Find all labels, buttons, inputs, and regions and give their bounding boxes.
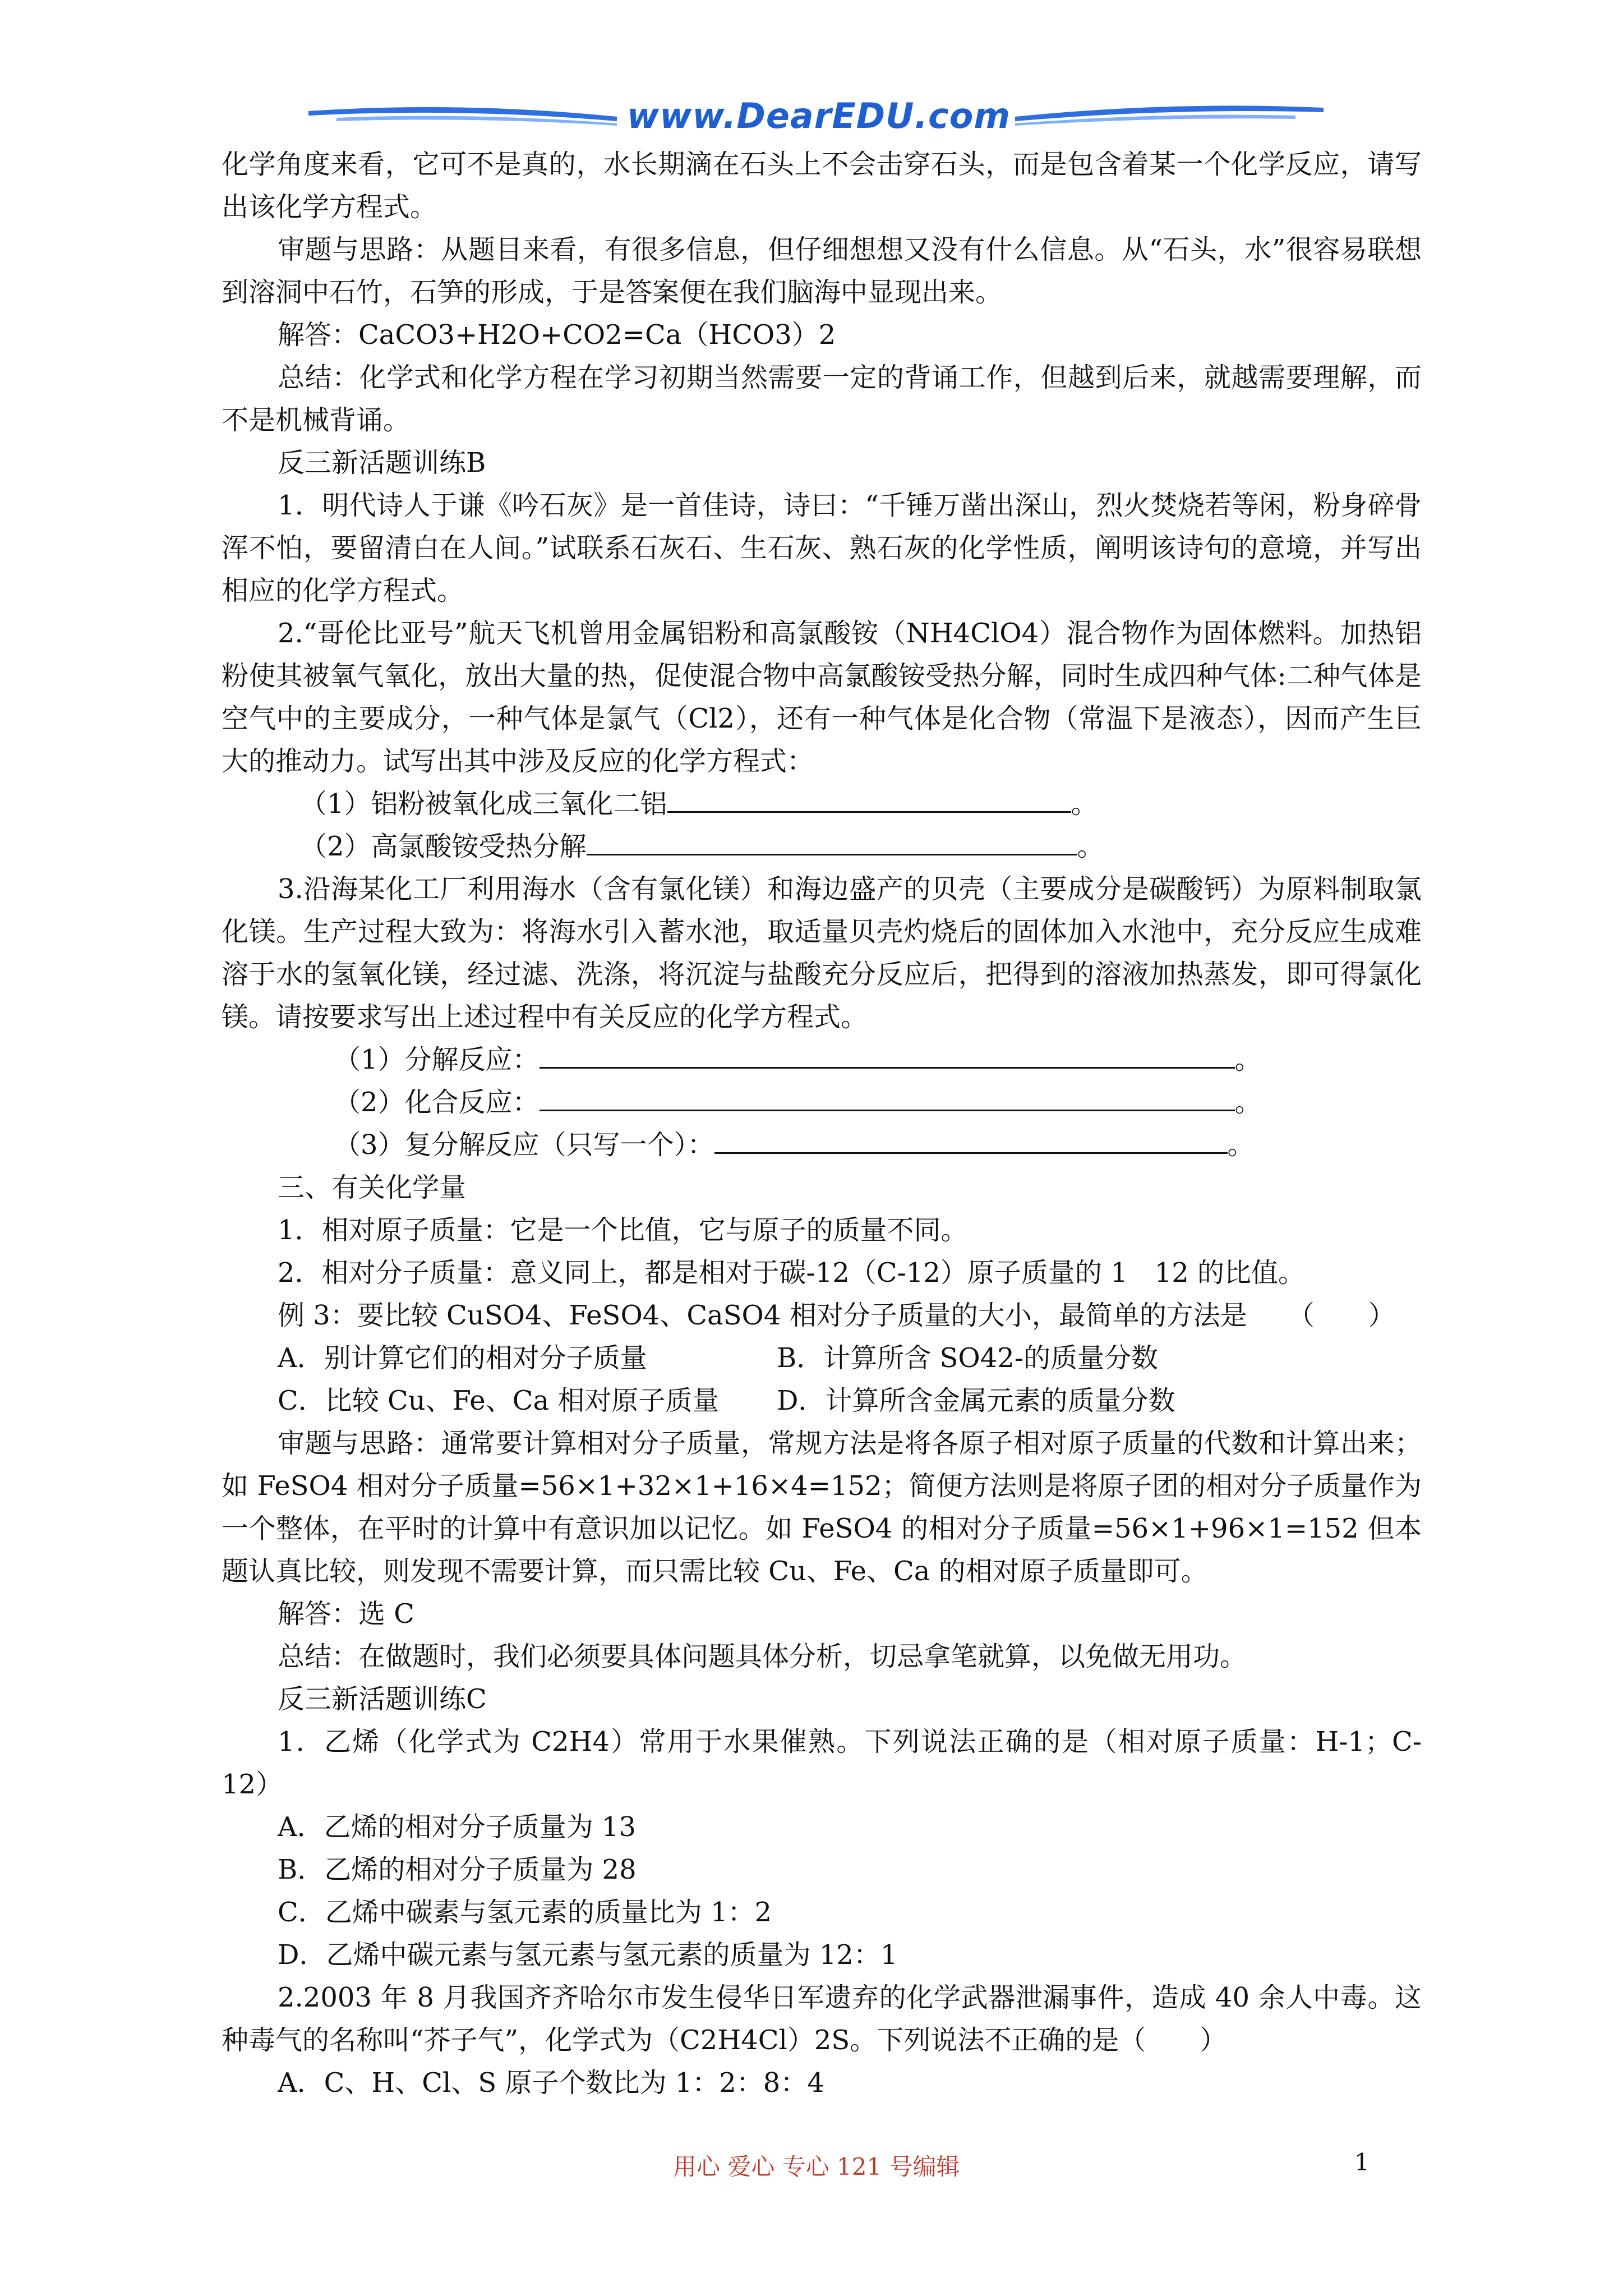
fill-in-label: （1）铝粉被氧化成三氧化二铝 [300, 788, 667, 820]
fill-in-label: （2）化合反应： [334, 1087, 540, 1118]
answer-blank[interactable] [540, 1040, 1235, 1069]
option: B．乙烯的相对分子质量为 28 [278, 1854, 637, 1885]
section-heading: 反三新活题训练B [278, 447, 486, 478]
fill-in-line [222, 1081, 1422, 1124]
paragraph: 总结：化学式和化学方程在学习初期当然需要一定的背诵工作，但越到后来，就越需要理解，而不是机械背诵。 [222, 362, 1422, 436]
option-c: C．比较 Cu、Fe、Ca 相对原子质量 [278, 1385, 720, 1416]
answer-blank[interactable] [667, 784, 1071, 813]
question: 1．明代诗人于谦《吟石灰》是一首佳诗，诗曰：“千锤万凿出深山，烈火焚烧若等闲，粉身碎骨浑不怕，要留清白在人间。”试联系石灰石、生石灰、熟石灰的化学性质，阐明该诗句的意境，并写出相应的化学方程式。 [222, 490, 1422, 606]
answer-line: 解答：CaCO3+H2O+CO2=Ca（HCO3）2 [278, 319, 836, 351]
option: A．C、H、Cl、S 原子个数比为 1：2：8：4 [278, 2067, 824, 2099]
site-header [303, 95, 1329, 146]
fill-in-label: （2）高氯酸铵受热分解 [300, 831, 587, 862]
fill-in-line [222, 1124, 1422, 1166]
paragraph: 总结：在做题时，我们必须要具体问题具体分析，切忌拿笔就算，以免做无用功。 [278, 1641, 1247, 1672]
option-b: B．计算所含 SO42-的质量分数 [777, 1342, 1159, 1374]
question: 3.沿海某化工厂利用海水（含有氯化镁）和海边盛产的贝壳（主要成分是碳酸钙）为原料制取氯化镁。生产过程大致为：将海水引入蓄水池，取适量贝壳灼烧后的固体加入水池中，充分反应生成难溶于水的氢氧化镁，经过滤、洗涤，将沉淀与盐酸充分反应后，把得到的溶液加热蒸发，即可得氯化镁。请按要求写出上述过程中有关反应的化学方程式。 [222, 873, 1422, 1033]
section-heading: 三、有关化学量 [278, 1172, 467, 1203]
option: D．乙烯中碳元素与氢元素与氢元素的质量为 12：1 [278, 1939, 898, 1971]
fill-in-line [222, 783, 1422, 825]
paragraph: 审题与思路：通常要计算相对分子质量，常规方法是将各原子相对原子质量的代数和计算出来；如 FeSO4 相对分子质量=56×1+32×1+16×4=152；简便方法则是将原子团的相对分子质量作为一个整体，在平时的计算中有意识加以记忆。如 FeSO4 的相对分子质量=56×1+96×1=152 但本题认真比较，则发现不需要计算，而只需比较 Cu、Fe、Ca 的相对原子质量即可。 [222, 1428, 1422, 1587]
question: 例 3：要比较 CuSO4、FeSO4、CaSO4 相对分子质量的大小，最简单的方法是 （ ） [278, 1300, 1395, 1331]
options-row [222, 1379, 1422, 1422]
question: 2.“哥伦比亚号”航天飞机曾用金属铝粉和高氯酸铵（NH4ClO4）混合物作为固体燃料。加热铝粉使其被氧气氧化，放出大量的热，促使混合物中高氯酸铵受热分解，同时生成四种气体:二种气体是空气中的主要成分，一种气体是氯气（Cl2），还有一种气体是化合物（常温下是液态），因而产生巨大的推动力。试写出其中涉及反应的化学方程式： [222, 618, 1422, 777]
site-brand-logo[interactable]: www.DearEDU.com [626, 95, 1011, 136]
paragraph: 2．相对分子质量：意义同上，都是相对于碳-12（C-12）原子质量的 1 12 的比值。 [278, 1257, 1305, 1289]
fill-in-end: 。 [1234, 1044, 1262, 1075]
fill-in-end: 。 [1077, 831, 1104, 862]
paragraph: 化学角度来看，它可不是真的，水长期滴在石头上不会击穿石头，而是包含着某一个化学反应，请写出该化学方程式。 [222, 149, 1422, 223]
fill-in-end: 。 [1071, 788, 1098, 820]
answer-line: 解答：选 C [278, 1598, 414, 1630]
answer-blank[interactable] [540, 1083, 1235, 1111]
fill-in-end: 。 [1227, 1129, 1255, 1161]
fill-in-line [222, 825, 1422, 868]
section-heading: 反三新活题训练C [278, 1683, 487, 1715]
option: C．乙烯中碳素与氢元素的质量比为 1：2 [278, 1897, 772, 1928]
question: 1．乙烯（化学式为 C2H4）常用于水果催熟。下列说法正确的是（相对原子质量：H-1；C-12） [222, 1726, 1422, 1800]
fill-in-label: （3）复分解反应（只写一个）： [334, 1129, 714, 1161]
editor-note: 用心 爱心 专心 121 号编辑 [673, 2153, 960, 2180]
paragraph: 审题与思路：从题目来看，有很多信息，但仔细想想又没有什么信息。从“石头，水”很容易联想到溶洞中石竹，石笋的形成，于是答案便在我们脑海中显现出来。 [222, 234, 1422, 308]
fill-in-label: （1）分解反应： [334, 1044, 540, 1075]
page-footer [0, 2148, 1623, 2188]
options-row [222, 1337, 1422, 1379]
option-a: A．别计算它们的相对分子质量 [278, 1342, 647, 1374]
document-body [222, 143, 1422, 2104]
answer-blank[interactable] [714, 1125, 1228, 1154]
answer-blank[interactable] [587, 827, 1077, 855]
fill-in-line [222, 1038, 1422, 1081]
option: A．乙烯的相对分子质量为 13 [278, 1811, 637, 1843]
page-number: 1 [1354, 2148, 1370, 2176]
fill-in-end: 。 [1234, 1087, 1262, 1118]
paragraph: 1．相对原子质量：它是一个比值，它与原子的质量不同。 [278, 1214, 968, 1246]
option-d: D．计算所含金属元素的质量分数 [777, 1385, 1175, 1416]
question: 2.2003 年 8 月我国齐齐哈尔市发生侵华日军遗弃的化学武器泄漏事件，造成 40 余人中毒。这种毒气的名称叫“芥子气”，化学式为（C2H4Cl）2S。下列说法不正确的是（ ） [222, 1982, 1422, 2056]
